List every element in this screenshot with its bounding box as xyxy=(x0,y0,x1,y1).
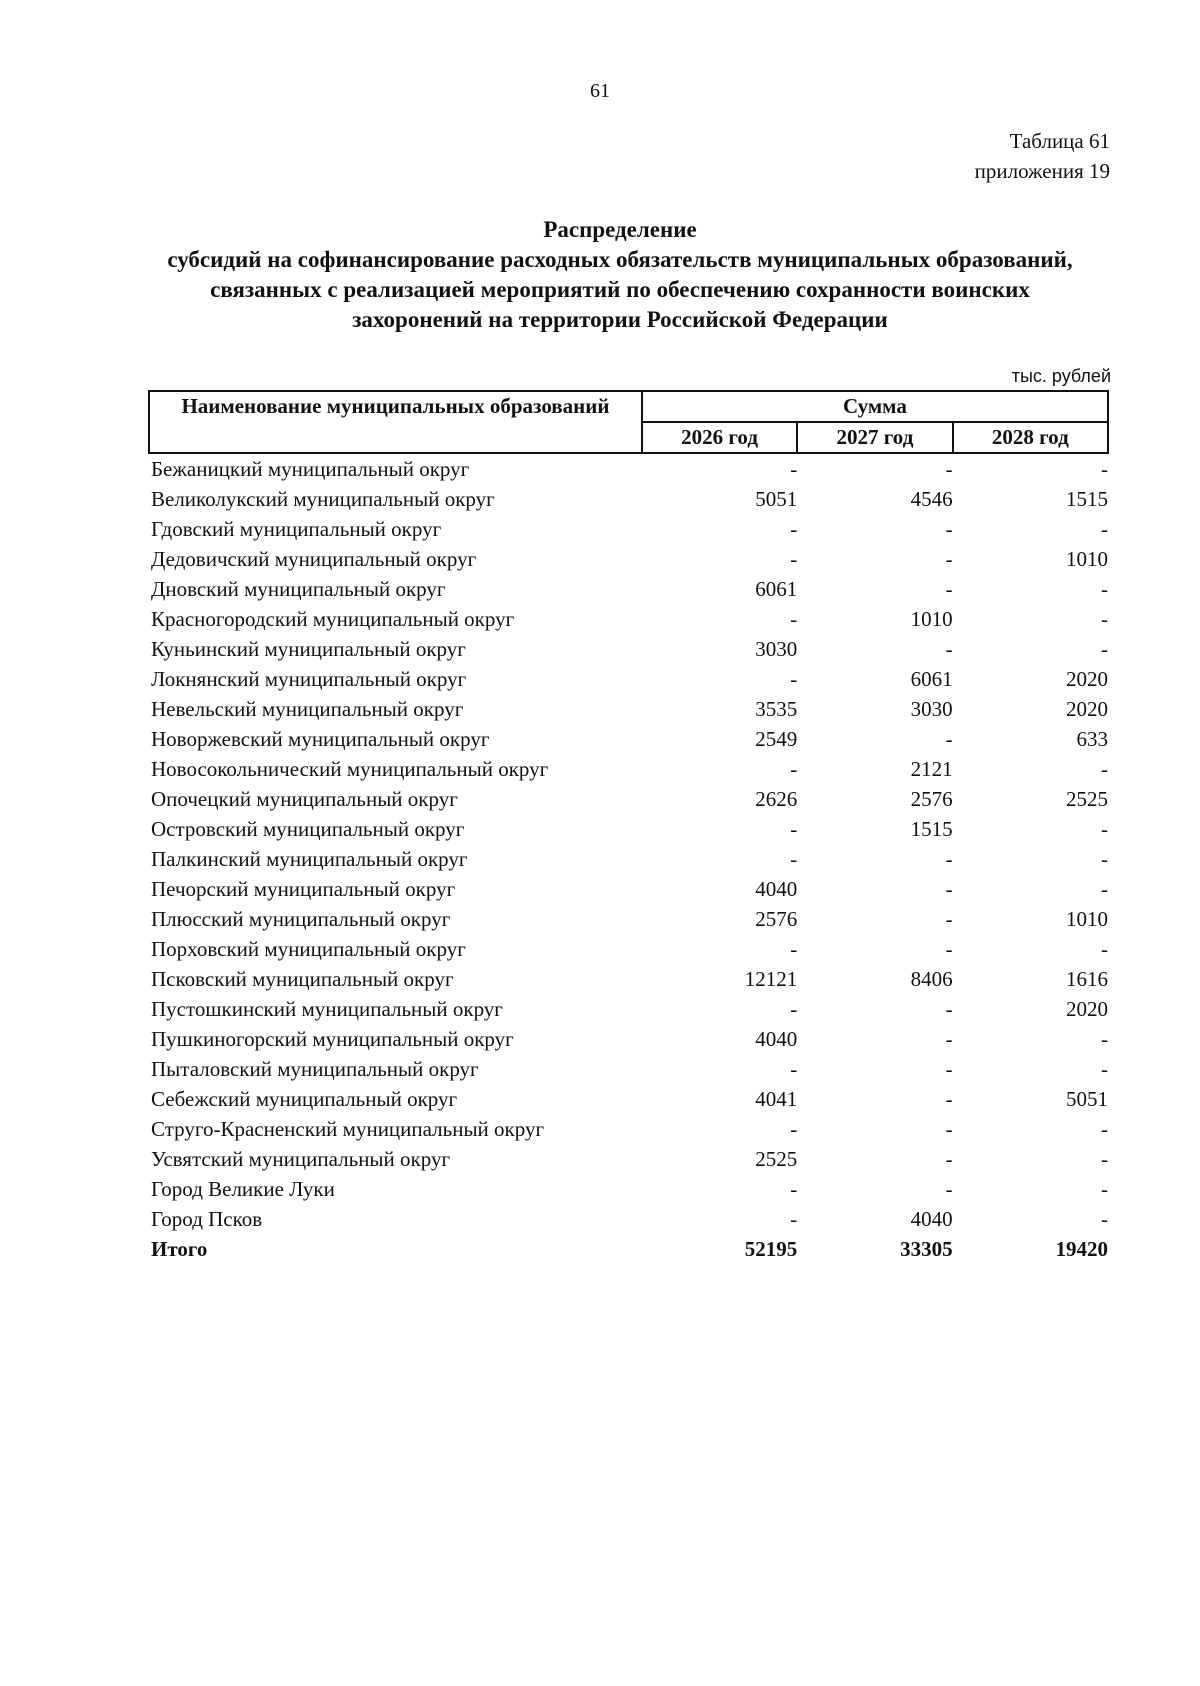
row-value-2028: 633 xyxy=(1076,726,1108,751)
table-row xyxy=(149,574,1108,604)
row-value-2028: 2525 xyxy=(1066,786,1108,811)
row-value-2028: - xyxy=(1101,876,1108,901)
title-line2: субсидий на софинансирование расходных обязательств муниципальных образований, xyxy=(167,247,1073,272)
row-value-2028: - xyxy=(1101,1056,1108,1081)
header-year-2026: 2026 год xyxy=(642,422,797,453)
row-name: Бежаницкий муниципальный округ xyxy=(151,456,470,481)
total-value-2026: 52195 xyxy=(744,1236,798,1261)
row-value-2028: - xyxy=(1101,1206,1108,1231)
row-name: Печорский муниципальный округ xyxy=(151,876,456,901)
row-name: Пушкиногорский муниципальный округ xyxy=(151,1026,514,1051)
row-value-2028: 1010 xyxy=(1066,906,1108,931)
row-value-2027: 4546 xyxy=(910,486,953,511)
table-row xyxy=(149,634,1108,664)
row-value-2026: 6061 xyxy=(755,576,798,601)
row-value-2026: - xyxy=(790,666,798,691)
row-value-2028: 1515 xyxy=(1066,486,1108,511)
row-name: Пыталовский муниципальный округ xyxy=(151,1056,479,1081)
row-value-2026: 2626 xyxy=(755,786,798,811)
row-name: Дедовичский муниципальный округ xyxy=(151,546,477,571)
row-value-2027: - xyxy=(945,1176,953,1201)
total-value-2027: 33305 xyxy=(900,1236,953,1261)
row-value-2026: - xyxy=(790,1206,798,1231)
table-row xyxy=(149,1084,1108,1114)
row-value-2026: - xyxy=(790,846,798,871)
row-value-2028: - xyxy=(1101,846,1108,871)
row-value-2026: - xyxy=(790,756,798,781)
table-ref-line1: Таблица 61 xyxy=(1009,129,1110,153)
total-label: Итого xyxy=(151,1236,208,1261)
row-name: Островский муниципальный округ xyxy=(151,816,465,841)
header-year-2027: 2027 год xyxy=(797,422,952,453)
table-row xyxy=(149,1144,1108,1174)
row-value-2028: 2020 xyxy=(1066,696,1108,721)
table-row xyxy=(149,1114,1108,1144)
row-value-2028: - xyxy=(1101,1026,1108,1051)
row-value-2027: - xyxy=(945,636,953,661)
row-value-2028: - xyxy=(1101,816,1108,841)
row-value-2027: - xyxy=(945,906,953,931)
row-name: Псковский муниципальный округ xyxy=(151,966,454,991)
row-value-2026: 12121 xyxy=(744,966,798,991)
row-value-2027: 3030 xyxy=(910,696,953,721)
row-value-2026: 2576 xyxy=(755,906,798,931)
table-row xyxy=(149,874,1108,904)
row-value-2028: - xyxy=(1101,756,1108,781)
row-value-2027: 2576 xyxy=(910,786,953,811)
document-title xyxy=(120,215,1120,335)
row-value-2027: 8406 xyxy=(910,966,953,991)
row-value-2028: - xyxy=(1101,1146,1108,1171)
row-value-2026: - xyxy=(790,546,798,571)
row-value-2026: - xyxy=(790,1116,798,1141)
table-row xyxy=(149,694,1108,724)
row-value-2028: - xyxy=(1101,936,1108,961)
row-value-2027: - xyxy=(945,1056,953,1081)
row-name: Гдовский муниципальный округ xyxy=(151,516,442,541)
row-value-2028: - xyxy=(1101,576,1108,601)
table-reference xyxy=(975,126,1110,186)
row-value-2026: 5051 xyxy=(755,486,798,511)
row-value-2026: - xyxy=(790,1176,798,1201)
row-value-2026: 4041 xyxy=(755,1086,798,1111)
row-name: Новоржевский муниципальный округ xyxy=(151,726,490,751)
row-name: Город Псков xyxy=(151,1206,263,1231)
row-value-2026: - xyxy=(790,936,798,961)
row-value-2028: - xyxy=(1101,1116,1108,1141)
row-name: Струго-Красненский муниципальный округ xyxy=(151,1116,545,1141)
row-value-2028: 2020 xyxy=(1066,666,1108,691)
header-year-2028: 2028 год xyxy=(953,422,1108,453)
row-value-2028: 1010 xyxy=(1066,546,1108,571)
table-row xyxy=(149,754,1108,784)
table-row xyxy=(149,724,1108,754)
row-value-2028: 1616 xyxy=(1066,966,1108,991)
total-value-2028: 19420 xyxy=(1055,1236,1108,1261)
row-value-2026: - xyxy=(790,996,798,1021)
row-name: Великолукский муниципальный округ xyxy=(151,486,495,511)
header-name: Наименование муниципальных образований xyxy=(149,391,642,453)
table-row xyxy=(149,844,1108,874)
table-row xyxy=(149,544,1108,574)
table-row xyxy=(149,904,1108,934)
row-value-2027: - xyxy=(945,1086,953,1111)
row-value-2027: 1515 xyxy=(910,816,953,841)
row-name: Усвятский муниципальный округ xyxy=(151,1146,451,1171)
row-value-2026: - xyxy=(790,456,798,481)
total-row xyxy=(149,1234,1108,1264)
row-value-2028: - xyxy=(1101,1176,1108,1201)
row-value-2027: - xyxy=(945,1116,953,1141)
table-row xyxy=(149,964,1108,994)
row-value-2026: 4040 xyxy=(755,876,798,901)
table-row xyxy=(149,484,1108,514)
row-value-2026: - xyxy=(790,816,798,841)
title-line1: Распределение xyxy=(543,217,697,242)
row-value-2028: - xyxy=(1101,516,1108,541)
row-name: Куньинский муниципальный округ xyxy=(151,636,466,661)
table-row xyxy=(149,994,1108,1024)
row-name: Опочецкий муниципальный округ xyxy=(151,786,458,811)
subsidy-table xyxy=(148,390,1109,1264)
row-value-2028: 5051 xyxy=(1066,1086,1108,1111)
row-value-2027: - xyxy=(945,846,953,871)
table-row xyxy=(149,514,1108,544)
row-value-2026: - xyxy=(790,516,798,541)
row-value-2026: - xyxy=(790,606,798,631)
table-row xyxy=(149,664,1108,694)
table-body xyxy=(149,453,1108,1264)
row-value-2027: - xyxy=(945,1146,953,1171)
row-value-2026: 4040 xyxy=(755,1026,798,1051)
table-row xyxy=(149,1054,1108,1084)
row-name: Невельский муниципальный округ xyxy=(151,696,464,721)
row-value-2027: - xyxy=(945,546,953,571)
row-name: Новосокольнический муниципальный округ xyxy=(151,756,549,781)
row-value-2027: 1010 xyxy=(910,606,953,631)
row-name: Дновский муниципальный округ xyxy=(151,576,446,601)
page-number: 61 xyxy=(590,80,610,102)
row-name: Пустошкинский муниципальный округ xyxy=(151,996,503,1021)
row-value-2027: 6061 xyxy=(910,666,953,691)
row-name: Город Великие Луки xyxy=(151,1176,335,1201)
table-row xyxy=(149,604,1108,634)
row-name: Палкинский муниципальный округ xyxy=(151,846,468,871)
units-label: тыс. рублей xyxy=(1011,366,1111,386)
title-line3: связанных с реализацией мероприятий по обеспечению сохранности воинских xyxy=(210,277,1030,302)
table-row xyxy=(149,453,1108,484)
row-value-2027: - xyxy=(945,456,953,481)
row-value-2028: - xyxy=(1101,606,1108,631)
table-row xyxy=(149,1174,1108,1204)
table-row xyxy=(149,814,1108,844)
row-value-2028: - xyxy=(1101,636,1108,661)
row-value-2026: 2525 xyxy=(755,1146,798,1171)
row-value-2028: - xyxy=(1101,456,1108,481)
row-name: Порховский муниципальный округ xyxy=(151,936,466,961)
row-value-2027: - xyxy=(945,576,953,601)
table-ref-line2: приложения 19 xyxy=(974,159,1110,183)
row-value-2027: 4040 xyxy=(910,1206,953,1231)
row-value-2027: - xyxy=(945,516,953,541)
row-name: Красногородский муниципальный округ xyxy=(151,606,515,631)
row-value-2028: 2020 xyxy=(1066,996,1108,1021)
table-row xyxy=(149,934,1108,964)
table-row xyxy=(149,1204,1108,1234)
row-value-2026: - xyxy=(790,1056,798,1081)
row-value-2027: - xyxy=(945,1026,953,1051)
row-name: Локнянский муниципальный округ xyxy=(151,666,467,691)
row-value-2027: - xyxy=(945,936,953,961)
table-row xyxy=(149,784,1108,814)
row-value-2027: - xyxy=(945,726,953,751)
row-value-2026: 3030 xyxy=(755,636,798,661)
row-value-2026: 2549 xyxy=(755,726,798,751)
row-value-2027: - xyxy=(945,996,953,1021)
row-name: Плюсский муниципальный округ xyxy=(151,906,451,931)
row-value-2027: 2121 xyxy=(910,756,953,781)
row-value-2026: 3535 xyxy=(755,696,798,721)
header-sum: Сумма xyxy=(642,391,1108,422)
title-line4: захоронений на территории Российской Федерации xyxy=(352,307,888,332)
row-value-2027: - xyxy=(945,876,953,901)
table-row xyxy=(149,1024,1108,1054)
row-name: Себежский муниципальный округ xyxy=(151,1086,458,1111)
